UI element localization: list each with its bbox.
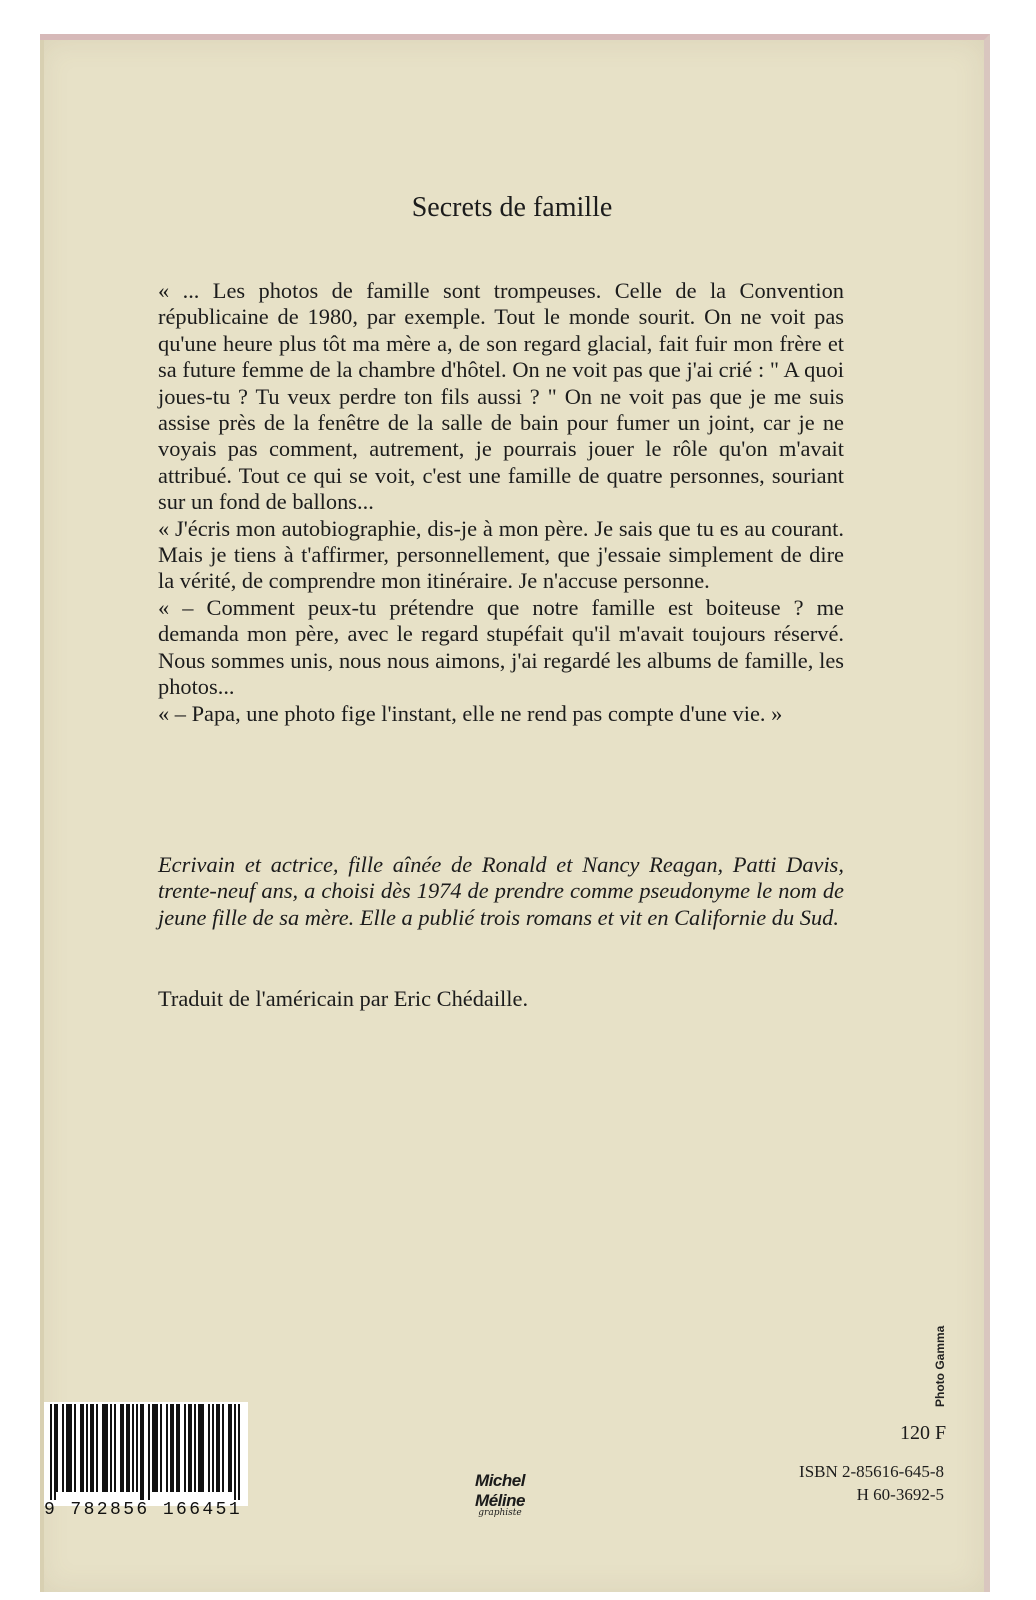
- barcode-bar: [218, 1404, 220, 1492]
- blurb-paragraph: « – Papa, une photo fige l'instant, elle ne rend pas compte d'une vie. »: [158, 700, 783, 726]
- barcode-bar: [148, 1404, 150, 1500]
- barcode-bar: [154, 1404, 156, 1492]
- barcode-digits: 9 782856 166451: [44, 1500, 243, 1520]
- barcode-bar: [96, 1404, 98, 1492]
- barcode: [44, 1402, 248, 1506]
- price: 120 F: [900, 1422, 947, 1444]
- barcode-bar: [80, 1404, 82, 1492]
- isbn-block: [799, 1460, 944, 1506]
- publisher-subtitle: graphiste: [478, 1508, 522, 1518]
- barcode-bar: [82, 1404, 84, 1492]
- blurb: [158, 278, 844, 727]
- barcode-bar: [102, 1404, 104, 1492]
- barcode-bar: [188, 1404, 190, 1492]
- barcode-bar: [176, 1404, 178, 1492]
- barcode-bar: [110, 1404, 112, 1492]
- barcode-bar: [140, 1404, 142, 1500]
- barcode-bar: [230, 1404, 232, 1492]
- barcode-bar: [120, 1404, 122, 1492]
- barcode-bar: [222, 1404, 224, 1492]
- publisher-name: Michel Méline: [475, 1471, 525, 1510]
- barcode-bar: [166, 1404, 168, 1492]
- barcode-bar: [184, 1404, 186, 1492]
- barcode-bar: [202, 1404, 204, 1492]
- barcode-bar: [142, 1404, 144, 1500]
- barcode-bar: [68, 1404, 70, 1492]
- barcode-bar: [132, 1404, 134, 1492]
- barcode-bars: [44, 1402, 248, 1500]
- barcode-bar: [126, 1404, 128, 1492]
- barcode-bar: [238, 1404, 240, 1500]
- blurb-paragraph: « ... Les photos de famille sont trompeuses. Celle de la Convention républicaine de 1980, par exemple. Tout le monde sourit. On ne voit pas qu'une heure plus tôt ma mère a, de son regard glacial, fait fuir mon frère et sa future femme de la chambre d'hôtel. On ne voit pas que j'ai crié : " A quoi joues-tu ? Tu veux perdre ton fils aussi ? " On ne voit pas que je me suis assise près de la fenêtre de la salle de bain pour fumer un joint, car je ne voyais pas comment, autrement, je pourrais jouer le rôle qu'on m'avait attribué. Tout ce qui se voit, c'est une famille de quatre personnes, souriant sur un fond de ballons...: [158, 278, 844, 515]
- barcode-bar: [50, 1404, 52, 1500]
- barcode-bar: [178, 1404, 180, 1492]
- barcode-bar: [152, 1404, 154, 1492]
- barcode-bar: [160, 1404, 162, 1492]
- barcode-bar: [74, 1404, 76, 1492]
- barcode-bar: [62, 1404, 64, 1492]
- blurb-paragraph: « J'écris mon autobiographie, dis-je à mon père. Je sais que tu es au courant. Mais je tiens à t'affirmer, personnellement, que j'essaie simplement de dire la vérité, de comprendre mon itinéraire. Je n'accuse personne.: [158, 515, 844, 594]
- barcode-bar: [92, 1404, 94, 1492]
- barcode-bar: [66, 1404, 68, 1492]
- author-bio: Ecrivain et actrice, fille aînée de Ronald et Nancy Reagan, Patti Davis, trente-neuf ans, a choisi dès 1974 de prendre comme pseudonyme le nom de jeune fille de sa mère. Elle a publié trois romans et vit en Californie du Sud.: [158, 852, 844, 930]
- barcode-bar: [90, 1404, 92, 1492]
- barcode-bar: [212, 1404, 214, 1492]
- publisher-logo: [450, 1471, 550, 1518]
- barcode-bar: [234, 1404, 236, 1500]
- barcode-bar: [228, 1404, 230, 1492]
- barcode-bar: [200, 1404, 202, 1492]
- barcode-bar: [198, 1404, 200, 1492]
- barcode-bar: [122, 1404, 124, 1492]
- photo-credit: Photo Gamma: [933, 1325, 947, 1407]
- barcode-bar: [128, 1404, 130, 1492]
- blurb-paragraph: « – Comment peux-tu prétendre que notre famille est boiteuse ? me demanda mon père, avec le regard stupéfait qu'il m'avait toujours réservé. Nous sommes unis, nous nous aimons, j'ai regardé les albums de famille, les photos...: [158, 594, 844, 700]
- book-title: Secrets de famille: [411, 192, 613, 223]
- barcode-bar: [194, 1404, 196, 1492]
- barcode-bar: [86, 1404, 88, 1492]
- translator-credit: Traduit de l'américain par Eric Chédaille.: [158, 986, 529, 1011]
- barcode-bar: [170, 1404, 172, 1492]
- book-back-cover: [40, 34, 990, 1592]
- barcode-bar: [106, 1404, 108, 1492]
- barcode-bar: [172, 1404, 174, 1492]
- barcode-bar: [156, 1404, 158, 1492]
- cover-edge: [40, 40, 44, 1592]
- isbn: ISBN 2-85616-645-8: [799, 1462, 944, 1481]
- barcode-bar: [56, 1404, 58, 1492]
- barcode-bar: [190, 1404, 192, 1492]
- catalog-code: H 60-3692-5: [856, 1485, 944, 1504]
- barcode-bar: [114, 1404, 116, 1492]
- barcode-bar: [70, 1404, 72, 1492]
- barcode-bar: [216, 1404, 218, 1492]
- barcode-bar: [54, 1404, 56, 1500]
- barcode-bar: [136, 1404, 138, 1492]
- barcode-bar: [104, 1404, 106, 1492]
- barcode-bar: [208, 1404, 210, 1492]
